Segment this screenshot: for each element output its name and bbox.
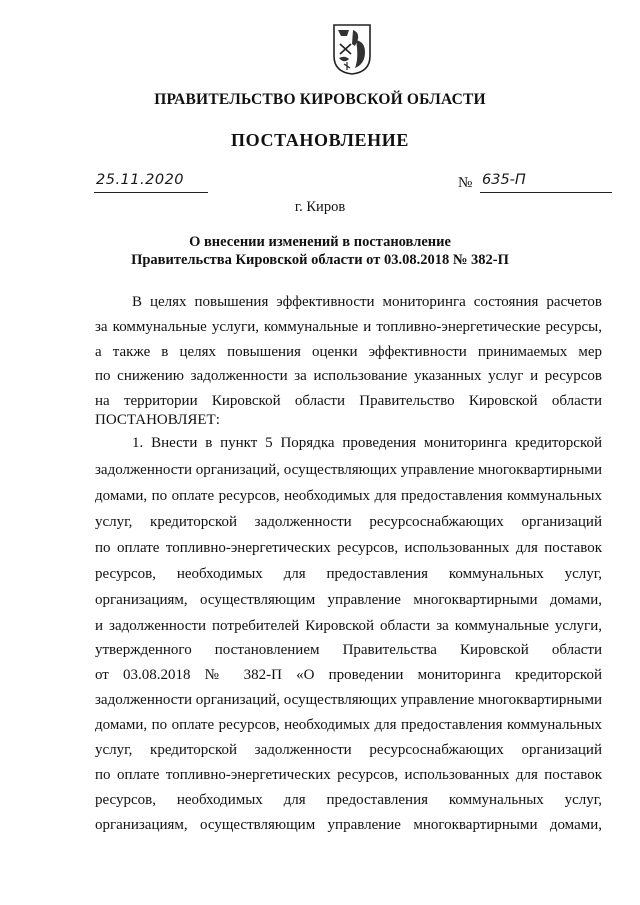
subject-line: О внесении изменений в постановление [189,234,451,250]
body-line: от 03.08.2018 № 382-П «О проведении мониторинга кредиторской [95,667,602,683]
organization-name: ПРАВИТЕЛЬСТВО КИРОВСКОЙ ОБЛАСТИ [154,91,486,108]
body-line: утвержденного постановлением Правительства Кировской области [95,642,602,658]
number-sign: № [458,175,473,191]
document-type: ПОСТАНОВЛЕНИЕ [231,130,409,150]
body-line: организациям, осуществляющим управление многоквартирными домами, [95,817,602,833]
body-line: а также в целях повышения оценки эффективности принимаемых мер [95,344,602,360]
body-line: и задолженности потребителей Кировской области за коммунальные услуги, [95,618,602,634]
body-line: услуг, кредиторской задолженности ресурсоснабжающих организаций [95,514,602,530]
body-line: ПОСТАНОВЛЯЕТ: [95,412,220,428]
body-line: организациям, осуществляющим управление многоквартирными домами, [95,592,602,608]
body-line: по оплате топливно-энергетических ресурсов, использованных для поставок [95,540,602,556]
body-line: домами, по оплате ресурсов, необходимых для предоставления коммунальных [95,488,602,504]
issue-city: г. Киров [294,199,346,215]
body-line: ресурсов, необходимых для предоставления коммунальных услуг, [95,792,602,808]
body-line: за коммунальные услуги, коммунальные и топливно-энергетические ресурсы, [95,319,602,335]
document-subject [0,233,640,269]
document-number: 635-П [482,172,526,188]
coat-of-arms-icon [331,22,373,76]
body-line: задолженности организаций, осуществляющих управление многоквартирными [95,692,603,708]
document-date: 25.11.2020 [96,172,185,188]
body-line: 1. Внести в пункт 5 Порядка проведения мониторинга кредиторской [132,435,602,451]
body-line: ресурсов, необходимых для предоставления коммунальных услуг, [95,566,602,582]
body-line: услуг, кредиторской задолженности ресурсоснабжающих организаций [95,742,602,758]
body-line: на территории Кировской области Правительство Кировской области [95,393,602,409]
body-line: по оплате топливно-энергетических ресурсов, использованных для поставок [95,767,602,783]
body-line: задолженности организаций, осуществляющих управление многоквартирными [95,462,603,478]
body-line: В целях повышения эффективности мониторинга состояния расчетов [132,294,602,310]
date-underline [94,192,208,193]
subject-line: Правительства Кировской области от 03.08.2018 № 382-П [131,252,509,268]
body-line: домами, по оплате ресурсов, необходимых для предоставления коммунальных [95,717,602,733]
number-underline [480,192,612,193]
body-line: по снижению задолженности за использование указанных услуг и ресурсов [95,368,602,384]
